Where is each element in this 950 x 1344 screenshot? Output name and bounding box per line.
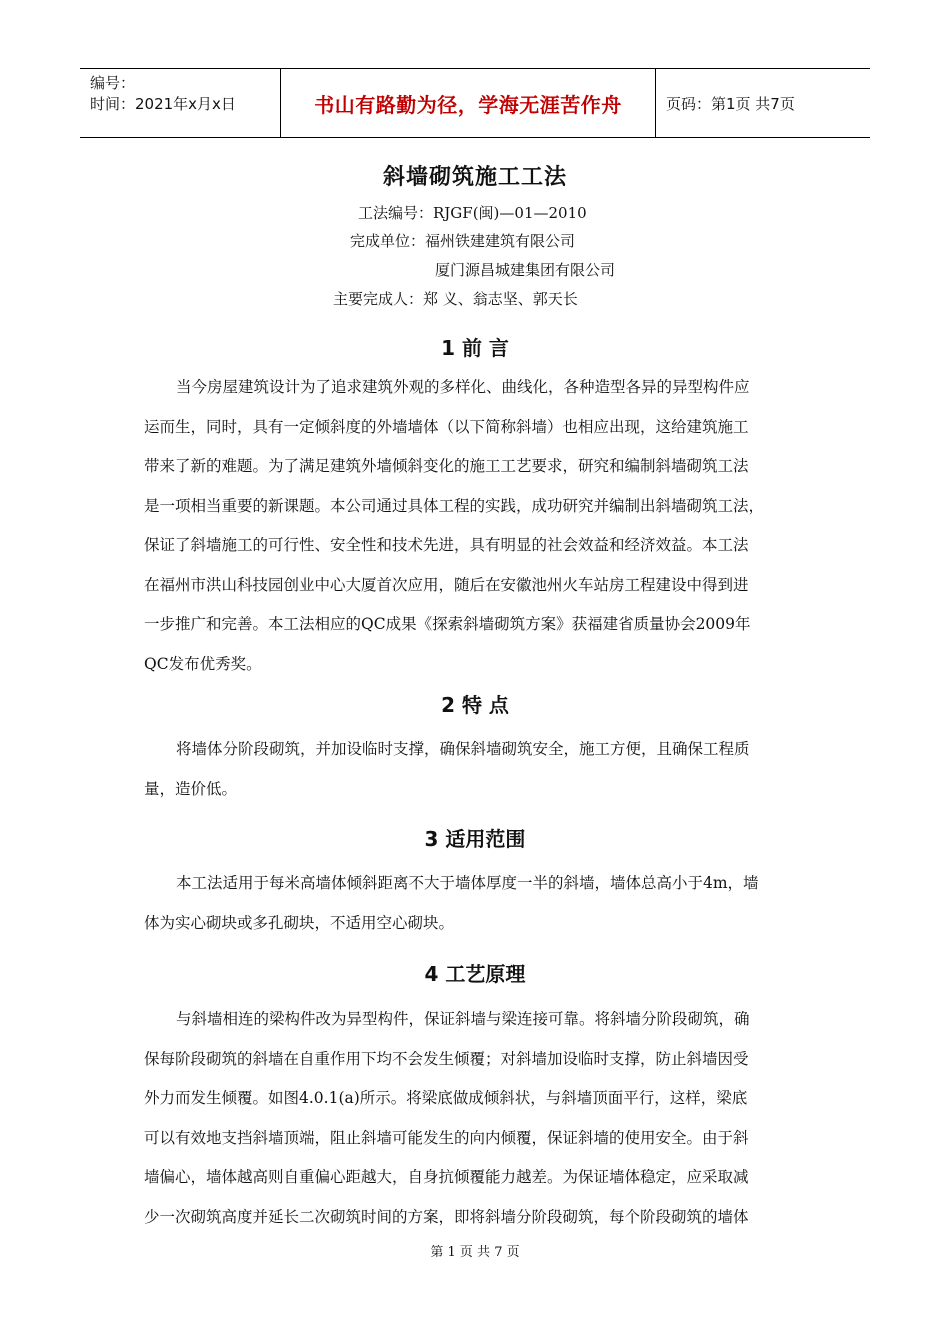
text-line: 将墙体分阶段砌筑，并加设临时支撑，确保斜墙砌筑安全，施工方便，且确保工程质 [176, 740, 750, 758]
text-line: QC发布优秀奖。 [144, 654, 262, 673]
main-authors: 主要完成人：郑 义、翁志坚、郭天长 [333, 290, 578, 308]
text-line: 少一次砌筑高度并延长二次砌筑时间的方案，即将斜墙分阶段砌筑，每个阶段砌筑的墙体 [144, 1207, 749, 1226]
page-info: 页码：第1页 共7页 [666, 94, 795, 113]
text-line: 保证了斜墙施工的可行性、安全性和技术先进，具有明显的社会效益和经济效益。本工法 [144, 536, 749, 554]
motto: 书山有路勤为径，学海无涯苦作舟 [280, 69, 656, 137]
text-line: 与斜墙相连的梁构件改为异型构件，保证斜墙与梁连接可靠。将斜墙分阶段砌筑，确 [176, 1010, 750, 1028]
text-line: 运而生，同时，具有一定倾斜度的外墙墙体（以下简称斜墙）也相应出现，这给建筑施工 [144, 417, 749, 436]
section-body-principle [144, 1000, 808, 1237]
section-heading-features: 2 特 点 [441, 693, 509, 717]
completion-unit: 完成单位：福州铁建建筑有限公司 [350, 232, 576, 250]
text-line: 当今房屋建筑设计为了追求建筑外观的多样化、曲线化，各种造型各异的异型构件应 [176, 378, 750, 396]
header-left-cell [80, 69, 280, 137]
text-line: 保每阶段砌筑的斜墙在自重作用下均不会发生倾覆；对斜墙加设临时支撑，防止斜墙因受 [144, 1049, 749, 1068]
text-line: 本工法适用于每米高墙体倾斜距离不大于墙体厚度一半的斜墙，墙体总高小于4m，墙 [176, 874, 759, 892]
text-line: 体为实心砌块或多孔砌块，不适用空心砌块。 [144, 913, 455, 932]
completion-unit-2: 厦门源昌城建集团有限公司 [435, 261, 616, 279]
document-title: 斜墙砌筑施工工法 [382, 165, 567, 190]
section-body-features [144, 730, 808, 809]
text-line: 外力而发生倾覆。如图4.0.1(a)所示。将梁底做成倾斜状，与斜墙顶面平行，这样，梁底 [144, 1089, 748, 1107]
section-body-scope [144, 864, 808, 943]
serial-label: 编号： [90, 74, 136, 92]
page-footer: 第 1 页 共 7 页 [430, 1245, 520, 1260]
text-line: 墙偏心，墙体越高则自重偏心距越大，自身抗倾覆能力越差。为保证墙体稳定，应采取减 [144, 1168, 749, 1186]
page-header [80, 68, 870, 138]
text-line: 在福州市洪山科技园创业中心大厦首次应用，随后在安徽池州火车站房工程建设中得到进 [144, 575, 749, 594]
section-heading-foreword: 1 前 言 [441, 336, 509, 360]
text-line: 一步推广和完善。本工法相应的QC成果《探索斜墙砌筑方案》获福建省质量协会2009年 [144, 615, 751, 633]
text-line: 可以有效地支挡斜墙顶端，阻止斜墙可能发生的向内倾覆，保证斜墙的使用安全。由于斜 [144, 1128, 749, 1147]
method-code: 工法编号：RJGF(闽)—01—2010 [358, 204, 587, 222]
text-line: 量，造价低。 [144, 779, 238, 798]
time-label: 时间：2021年x月x日 [90, 95, 236, 113]
text-line: 是一项相当重要的新课题。本公司通过具体工程的实践，成功研究并编制出斜墙砌筑工法， [144, 496, 765, 515]
section-heading-principle: 4 工艺原理 [424, 962, 526, 986]
text-line: 带来了新的难题。为了满足建筑外墙倾斜变化的施工工艺要求，研究和编制斜墙砌筑工法 [144, 457, 749, 475]
section-body-foreword [144, 368, 808, 684]
section-heading-scope: 3 适用范围 [424, 827, 526, 851]
